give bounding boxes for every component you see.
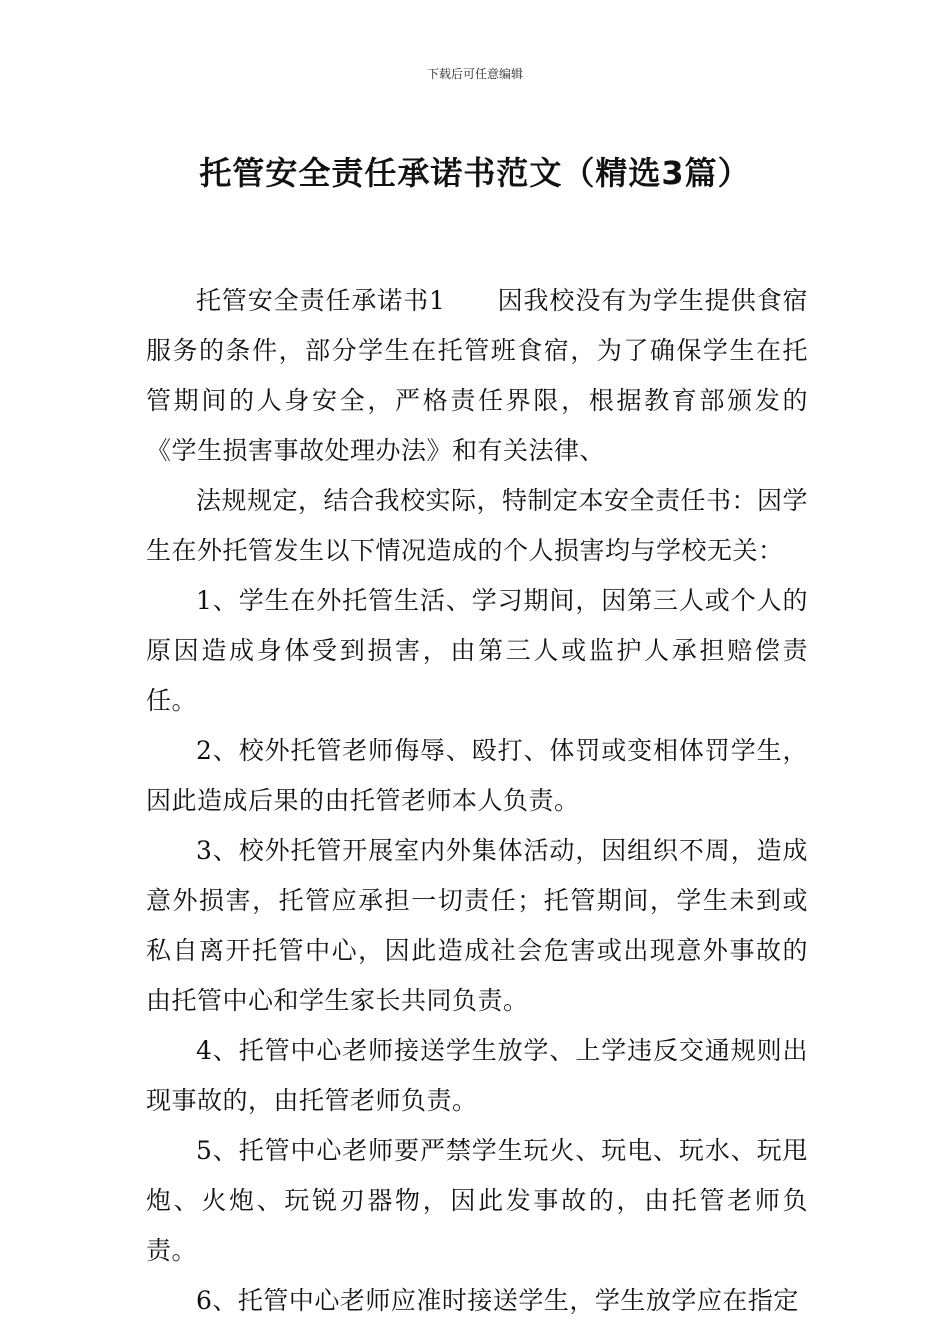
paragraph-regulation: 法规规定，结合我校实际，特制定本安全责任书：因学生在外托管发生以下情况造成的个人损害均与学校无关： <box>146 486 809 565</box>
paragraph-item-4: 4、托管中心老师接送学生放学、上学违反交通规则出现事故的，由托管老师负责。 <box>146 1036 808 1115</box>
document-body <box>146 276 808 1326</box>
paragraph-item-2: 2、校外托管老师侮辱、殴打、体罚或变相体罚学生，因此造成后果的由托管老师本人负责。 <box>146 736 808 815</box>
document-title: 托管安全责任承诺书范文（精选3篇） <box>199 154 751 193</box>
paragraph-item-5: 5、托管中心老师要严禁学生玩火、玩电、玩水、玩甩炮、火炮、玩锐刃器物，因此发事故的，由托管老师负责。 <box>146 1136 808 1265</box>
paragraph-item-6: 6、托管中心老师应准时接送学生，学生放学应在指定 <box>196 1286 799 1315</box>
header-note: 下载后可任意编辑 <box>426 67 523 81</box>
paragraph-item-1: 1、学生在外托管生活、学习期间，因第三人或个人的原因造成身体受到损害，由第三人或监护人承担赔偿责任。 <box>146 586 808 715</box>
paragraph-intro: 托管安全责任承诺书1 因我校没有为学生提供食宿服务的条件，部分学生在托管班食宿，为了确保学生在托管期间的人身安全，严格责任界限，根据教育部颁发的《学生损害事故处理办法》和有关法律、 <box>146 286 808 465</box>
paragraph-item-3: 3、校外托管开展室内外集体活动，因组织不周，造成意外损害，托管应承担一切责任；托管期间，学生未到或私自离开托管中心，因此造成社会危害或出现意外事故的由托管中心和学生家长共同负责。 <box>146 836 808 1015</box>
